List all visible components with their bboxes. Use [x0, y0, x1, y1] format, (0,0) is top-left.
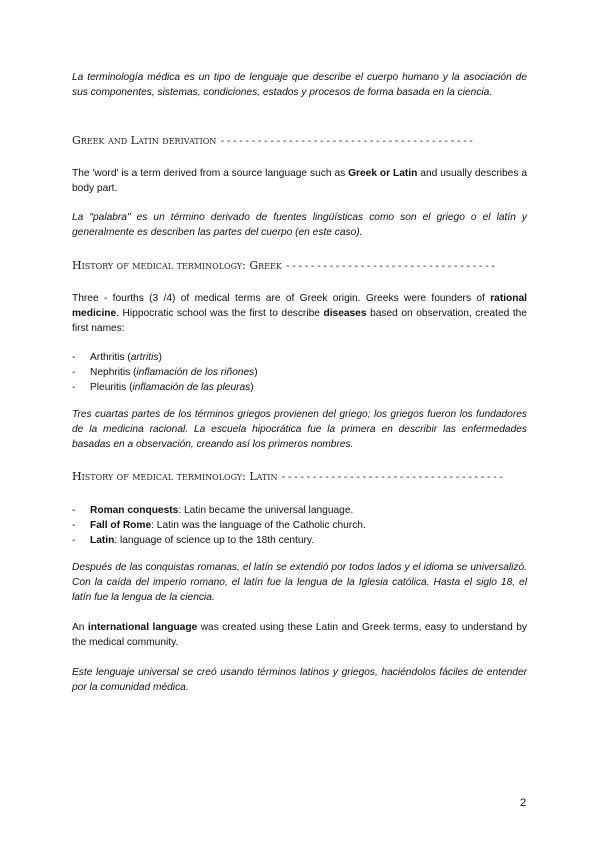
- intro-paragraph: [72, 71, 527, 101]
- greek-history-paragraph-en: [72, 292, 527, 336]
- list-item: [72, 350, 258, 365]
- latin-history-text-es: Después de las conquistas romanas, el latín se extendió por todos lados y el idioma se universalizó. Con la caída del imperio romano, el latín fue la lengua de la Iglesia católica. Hasta el siglo 18, el latín fue la lengua de la ciencia.: [72, 562, 527, 603]
- heading-dashes: ----------------------------------: [284, 261, 497, 272]
- international-language-paragraph-en: [72, 621, 527, 651]
- text-run: . Hippocratic school was the first to describe: [116, 307, 324, 319]
- list-bullet: -: [72, 505, 76, 516]
- term: Pleuritis (: [90, 382, 133, 393]
- list-bullet: -: [72, 382, 76, 393]
- term-translation: inflamación de los riñones: [136, 367, 255, 378]
- section-title: History of medical terminology: Latin: [72, 470, 278, 483]
- term-end: ): [250, 382, 254, 393]
- list-bullet: -: [72, 520, 76, 531]
- term-end: ): [254, 367, 258, 378]
- derivation-paragraph-en: [72, 167, 527, 197]
- section-heading-history-latin: [72, 470, 504, 486]
- bold-run: Fall of Rome: [90, 520, 152, 531]
- greek-terms-list: [72, 350, 258, 395]
- latin-facts-list: [72, 503, 366, 548]
- term-end: ): [158, 352, 162, 363]
- intro-text-es: La terminología médica es un tipo de lenguaje que describe el cuerpo humano y la asociación de sus componentes, sistemas, condiciones, estados y procesos de forma basada en la ciencia.: [72, 72, 527, 98]
- text-run: based on observation, created the first names:: [72, 307, 527, 334]
- derivation-text-es: La "palabra" es un término derivado de fuentes lingüísticas como son el griego o el latín y generalmente es describen las partes del cuerpo (en este caso).: [72, 212, 527, 238]
- term: Nephritis (: [90, 367, 137, 378]
- bold-run: international language: [87, 622, 198, 633]
- derivation-paragraph-es: [72, 211, 527, 241]
- list-item: [72, 518, 366, 533]
- international-language-text-es: Este lenguaje universal se creó usando términos latinos y griegos, haciéndolos fáciles de entender por la comunidad médica.: [72, 667, 527, 693]
- list-item: [72, 533, 366, 548]
- text-run: The 'word' is a term derived from a source language such as: [72, 168, 349, 179]
- list-item: [72, 380, 258, 395]
- text-run: : Latin became the universal language.: [178, 505, 354, 516]
- list-item: [72, 503, 366, 518]
- page-number: 2: [520, 797, 527, 809]
- text-run: An: [72, 622, 88, 633]
- bold-run: Roman conquests: [90, 505, 179, 516]
- bold-run: diseases: [323, 307, 367, 319]
- list-item: [72, 365, 258, 380]
- bold-run: Greek or Latin: [348, 168, 418, 179]
- list-bullet: -: [72, 367, 76, 378]
- greek-history-text-es: Tres cuartas partes de los términos griegos provienen del griego; los griegos fueron los fundadores de la medicina racional. La escuela hipocrática fue la primera en describir las enfermedades basadas en a observación, creando así los primeros nombres.: [72, 409, 527, 450]
- list-bullet: -: [72, 535, 76, 546]
- section-title: Greek and Latin derivation: [72, 134, 217, 147]
- term-translation: artritis: [130, 352, 159, 363]
- bold-run: Latin: [90, 535, 115, 546]
- greek-history-paragraph-es: [72, 408, 527, 452]
- text-run: and usually describes a body part.: [72, 168, 528, 194]
- term: Arthritis (: [90, 352, 131, 363]
- term-translation: inflamación de las pleuras: [132, 382, 251, 393]
- heading-dashes: ------------------------------------: [280, 472, 505, 483]
- section-heading-history-greek: [72, 259, 496, 275]
- section-title: History of medical terminology: Greek: [72, 259, 282, 272]
- international-language-paragraph-es: [72, 666, 527, 696]
- text-run: : language of science up to the 18th century.: [114, 535, 315, 546]
- heading-dashes: -----------------------------------------: [219, 136, 475, 147]
- bold-run: rational medicine: [72, 293, 527, 319]
- latin-history-paragraph-es: [72, 561, 527, 605]
- text-run: was created using these Latin and Greek terms, easy to understand by the medical community.: [72, 622, 527, 648]
- text-run: Three - fourths (3 /4) of medical terms are of Greek origin. Greeks were founders of: [72, 293, 491, 304]
- text-run: : Latin was the language of the Catholic church.: [151, 520, 366, 531]
- list-bullet: -: [72, 352, 76, 363]
- section-heading-greek-latin-derivation: [72, 134, 474, 150]
- document-page: [72, 0, 527, 848]
